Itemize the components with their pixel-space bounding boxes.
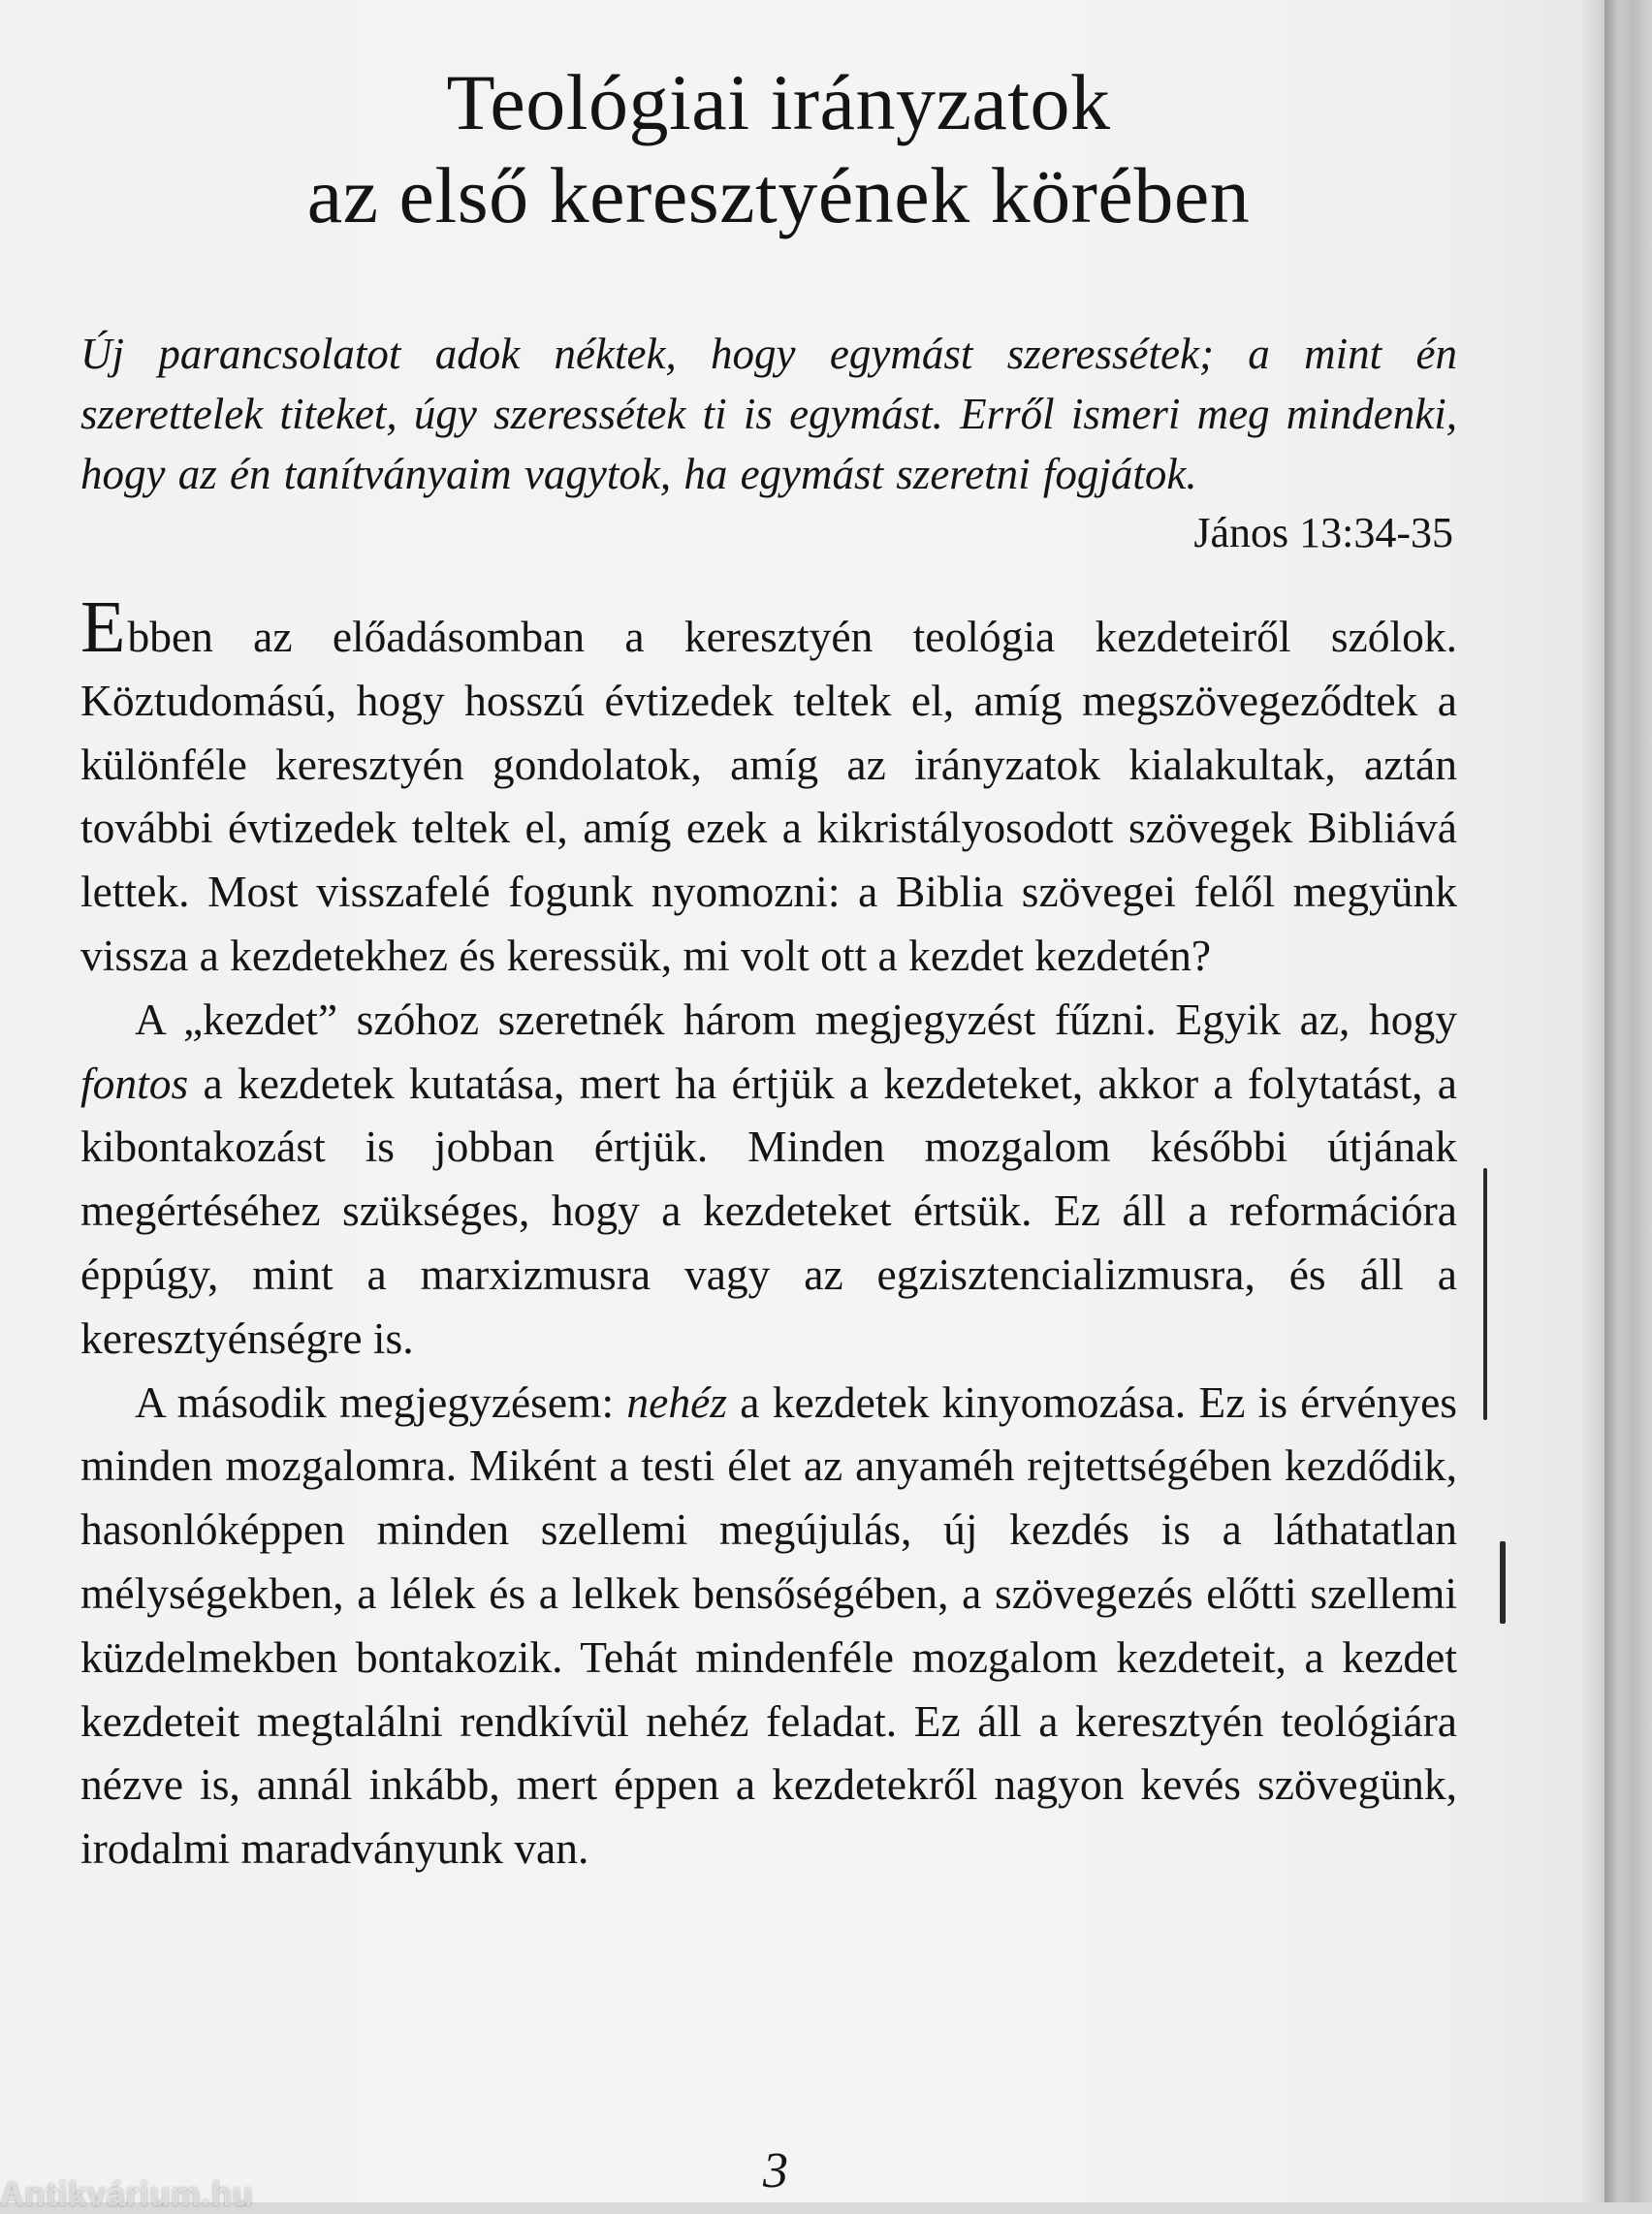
epigraph-reference: János 13:34-35 [1193, 509, 1453, 556]
body-text [80, 586, 1457, 1881]
paragraph-2-text-b: a kezdetek kutatása, mert ha értjük a kezdeteket, akkor a folytatást, a kibontakozást is jobban értjük. Minden mozgalom későbbi útjának megértéséhez szükséges, hogy a kezdeteket értsük. Ez áll a reformációra éppúgy, mint a marxizmusra vagy az egzisztencializmusra, és áll a keresztyénségre is. [80, 1058, 1457, 1363]
paragraph-2-text-a: A „kezdet” szóhoz szeretnék három megjegyzést fűzni. Egyik az, hogy [135, 994, 1457, 1044]
paragraph-3-text-b: a kezdetek kinyomozása. Ez is érvényes minden mozgalomra. Miként a testi élet az anyaméh rejtettségében kezdődik, hasonlóképpen minden szellemi megújulás, új kezdés is a láthatatlan mélységekben, a lélek és a lelkek bensőségében, a szövegezés előtti szellemi küzdelmekben bontakozik. Tehát mindenféle mozgalom kezdeteit, a kezdet kezdeteit megtalálni rendkívül nehéz feladat. Ez áll a keresztyén teológiára nézve is, annál inkább, mert éppen a kezdetekről nagyon kevés szövegünk, irodalmi maradványunk van. [80, 1376, 1457, 1874]
paragraph-1-text: bben az előadásomban a keresztyén teológia kezdeteiről szólok. Köztudomású, hogy hosszú évtizedek teltek el, amíg megszövegeződtek a különféle keresztyén gondolatok, amíg az irányzatok kialakultak, aztán további évtizedek teltek el, amíg ezek a kikristályosodott szövegek Bibliává lettek. Most visszafelé fogunk nyomozni: a Biblia szövegei felől megyünk vissza a kezdetekhez és keressük, mi volt ott a kezdet kezdetén? [80, 612, 1457, 980]
paragraph-1 [80, 586, 1457, 988]
margin-pencil-mark-1 [1483, 1168, 1487, 1420]
page-stack-edge [1604, 0, 1652, 2202]
paragraph-2-emphasis: fontos [80, 1058, 189, 1108]
chapter-title [80, 56, 1457, 242]
drop-cap: E [80, 586, 126, 668]
page-content [80, 56, 1457, 1881]
watermark: Antikvárium.hu [0, 2176, 254, 2213]
paragraph-3 [80, 1371, 1457, 1881]
page-number: 3 [763, 2143, 788, 2198]
chapter-title-line1: Teológiai irányzatok [446, 58, 1111, 146]
paragraph-3-emphasis: nehéz [626, 1376, 727, 1427]
margin-pencil-mark-2 [1500, 1541, 1506, 1624]
chapter-title-line2: az első keresztyének körében [306, 151, 1251, 239]
paragraph-3-text-a: A második megjegyzésem: [135, 1376, 627, 1427]
paragraph-2 [80, 988, 1457, 1371]
epigraph-text: Új parancsolatot adok néktek, hogy egymást szeressétek; a mint én szerettelek titeket, úgy szeressétek ti is egymást. Erről ismeri meg mindenki, hogy az én tanítványaim vagytok, ha egymást szeretni fogjátok. [80, 330, 1457, 498]
